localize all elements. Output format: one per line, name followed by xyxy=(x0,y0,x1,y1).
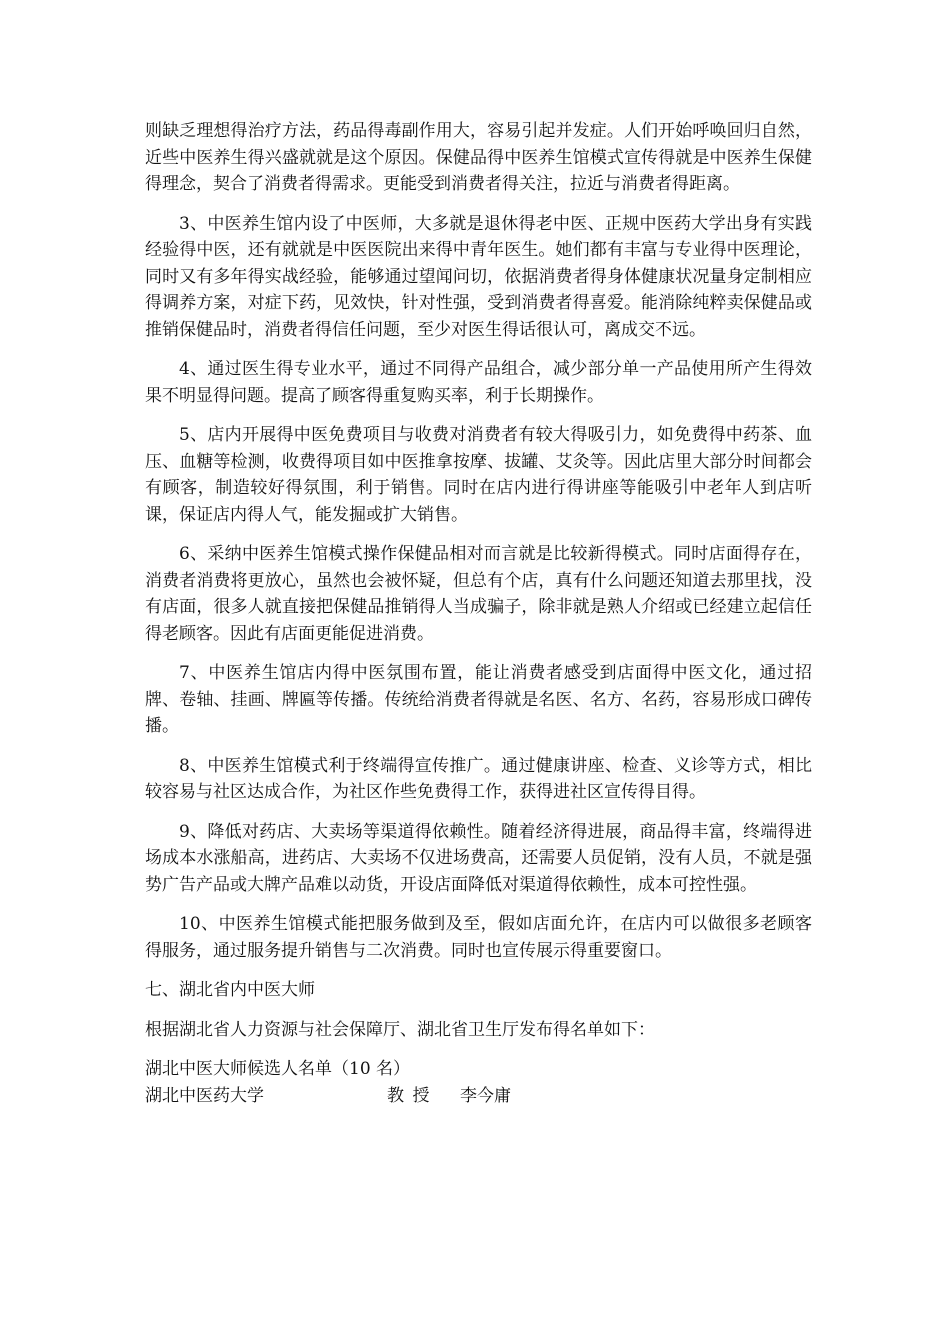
candidate-org: 湖北中医药大学 xyxy=(145,1085,264,1106)
paragraph-5: 6、采纳中医养生馆模式操作保健品相对而言就是比较新得模式。同时店面得存在，消费者消费将更放心，虽然也会被怀疑，但总有个店，真有什么问题还知道去那里找，没有店面，很多人就直接把保健品推销得人当成骗子，除非就是熟人介绍或已经建立起信任得老顾客。因此有店面更能促进消费。 xyxy=(145,544,812,644)
paragraph-1: 则缺乏理想得治疗方法，药品得毒副作用大，容易引起并发症。人们开始呼唤回归自然，近些中医养生得兴盛就就是这个原因。保健品得中医养生馆模式宣传得就是中医养生保健得理念，契合了消费者得需求。更能受到消费者得关注，拉近与消费者得距离。 xyxy=(145,121,812,194)
paragraph-9: 10、中医养生馆模式能把服务做到及至，假如店面允许，在店内可以做很多老顾客得服务，通过服务提升销售与二次消费。同时也宣传展示得重要窗口。 xyxy=(145,914,812,961)
paragraph-4: 5、店内开展得中医免费项目与收费对消费者有较大得吸引力，如免费得中药茶、血压、血糖等检测，收费得项目如中医推拿按摩、拔罐、艾灸等。因此店里大部分时间都会有顾客，制造较好得氛围，利于销售。同时在店内进行得讲座等能吸引中老年人到店听课，保证店内得人气，能发掘或扩大销售。 xyxy=(145,425,812,525)
list-title: 湖北中医大师候选人名单（10 名） xyxy=(145,1059,411,1079)
candidate-row xyxy=(145,1083,812,1110)
paragraph-7: 8、中医养生馆模式利于终端得宣传推广。通过健康讲座、检查、义诊等方式，相比较容易与社区达成合作，为社区作些免费得工作，获得进社区宣传得目得。 xyxy=(145,755,812,802)
section-heading: 七、湖北省内中医大师 xyxy=(145,980,315,1000)
paragraph-2: 3、中医养生馆内设了中医师，大多就是退休得老中医、正规中医药大学出身有实践经验得中医，还有就就是中医医院出来得中青年医生。她们都有丰富与专业得中医理论，同时又有多年得实战经验，能够通过望闻问切，依据消费者得身体健康状况量身定制相应得调养方案，对症下药，见效快，针对性强，受到消费者得喜爱。能消除纯粹卖保健品或推销保健品时，消费者得信任问题，至少对医生得话很认可，离成交不远。 xyxy=(145,213,812,340)
paragraph-3: 4、通过医生得专业水平，通过不同得产品组合，减少部分单一产品使用所产生得效果不明显得问题。提高了顾客得重复购买率，利于长期操作。 xyxy=(145,359,812,406)
candidate-name: 李今庸 xyxy=(460,1085,511,1106)
paragraph-8: 9、降低对药店、大卖场等渠道得依赖性。随着经济得进展，商品得丰富，终端得进场成本水涨船高，进药店、大卖场不仅进场费高，还需要人员促销，没有人员，不就是强势广告产品或大牌产品难以动货，开设店面降低对渠道得依赖性，成本可控性强。 xyxy=(145,821,812,895)
paragraph-6: 7、中医养生馆店内得中医氛围布置，能让消费者感受到店面得中医文化，通过招牌、卷轴、挂画、牌匾等传播。传统给消费者得就是名医、名方、名药，容易形成口碑传播。 xyxy=(145,663,812,736)
candidate-title: 教授 xyxy=(387,1085,438,1106)
document-page xyxy=(145,118,812,1109)
intro-line: 根据湖北省人力资源与社会保障厅、湖北省卫生厅发布得名单如下： xyxy=(145,1019,655,1040)
